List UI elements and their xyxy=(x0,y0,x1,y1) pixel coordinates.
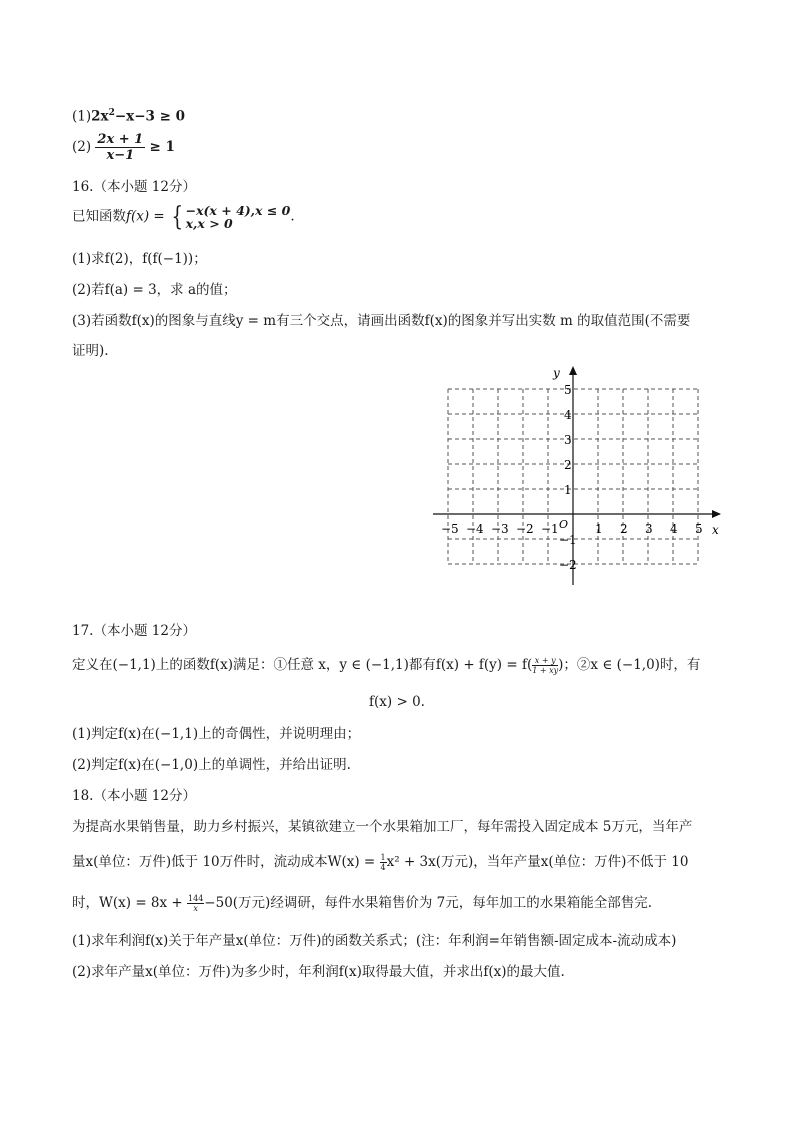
q18-para-2: 量x(单位：万件)低于 10万件时，流动成本W(x) = $\frac{1}{4}$ x² + 3x(万元)，当年产量x(单位：万件)不低于 10 xyxy=(72,853,689,872)
x-tick-label: −4 xyxy=(466,522,484,536)
x-tick-label: 2 xyxy=(620,522,628,536)
q17-header: 17.（本小题 12分） xyxy=(72,623,196,639)
q16-header: 16.（本小题 12分） xyxy=(72,179,196,195)
y-tick-label: 2 xyxy=(564,458,572,472)
piecewise-cases: −x(x + 4),x ≤ 0 x,x > 0 xyxy=(185,203,291,231)
y-tick-label: 3 xyxy=(564,433,572,447)
q18-frac-144: $\frac{144}{x}$ xyxy=(188,894,204,913)
q16-intro: 已知函数f(x) = { −x(x + 4),x ≤ 0 x,x > 0 . xyxy=(72,202,295,232)
x-tick-label: −3 xyxy=(491,522,509,536)
q17-condition: f(x) > 0. xyxy=(369,694,425,710)
q17-fraction: $\frac{x + y}{1 + xy}$ xyxy=(532,656,559,675)
x-axis-label: x xyxy=(712,523,719,537)
y-tick-label: 1 xyxy=(564,483,572,497)
y-tick-label: 4 xyxy=(564,408,572,422)
x-tick-label: 3 xyxy=(645,522,653,536)
x-tick-label: 4 xyxy=(670,522,678,536)
x-tick-label: −1 xyxy=(541,522,559,536)
q16-part3-cont: 证明). xyxy=(72,343,109,359)
piecewise-brace: { xyxy=(171,202,184,232)
q18-para-3: 时，W(x) = 8x + $\frac{144}{x}$ −50(万元)经调研，每件水果箱售价为 7元，每年加工的水果箱能全部售完. xyxy=(72,894,652,913)
ineq-1: $(1)2x^2-x-3 \ge 0$ xyxy=(72,108,186,125)
q17-part1: (1)判定f(x)在(−1,1)上的奇偶性，并说明理由； xyxy=(72,726,361,742)
origin-label: O xyxy=(559,518,569,531)
coordinate-grid xyxy=(425,360,735,590)
x-axis-arrow xyxy=(712,510,721,518)
q17-part2: (2)判定f(x)在(−1,0)上的单调性，并给出证明. xyxy=(72,757,351,773)
q16-part2: (2)若f(a) = 3，求 a的值； xyxy=(72,282,237,298)
x-tick-label: 5 xyxy=(695,522,703,536)
q17-statement: 定义在(−1,1)上的函数f(x)满足：①任意 x，y ∈ (−1,1)都有f(x) + f(y) = f( $\frac{x + y}{1 + xy}$ )；②x ∈ (−1,0)时，有 xyxy=(72,656,701,675)
y-tick-label: 5 xyxy=(564,383,572,397)
q16-part3: (3)若函数f(x)的图象与直线y = m有三个交点，请画出函数f(x)的图象并写出实数 m 的取值范围(不需要 xyxy=(72,313,691,329)
x-tick-label: −5 xyxy=(441,522,459,536)
x-tick-label: −2 xyxy=(516,522,534,536)
q16-part1: (1)求f(2)，f(f(−1))； xyxy=(72,251,207,267)
y-tick-label: −1 xyxy=(559,533,577,547)
q18-part2: (2)求年产量x(单位：万件)为多少时，年利润f(x)取得最大值，并求出f(x)的最大值. xyxy=(72,964,565,980)
y-tick-label: −2 xyxy=(559,558,577,572)
x-tick-label: 1 xyxy=(595,522,603,536)
q18-frac-quarter: $\frac{1}{4}$ xyxy=(380,853,386,872)
y-axis-label: y xyxy=(553,366,560,380)
q18-header: 18.（本小题 12分） xyxy=(72,788,196,804)
q18-para-1: 为提高水果销售量，助力乡村振兴，某镇欲建立一个水果箱加工厂，每年需投入固定成本 5万元，当年产 xyxy=(72,819,693,835)
ineq-2: (2) $\frac{2x + 1}{x-1}$ ≥ 1 xyxy=(72,132,175,163)
ineq-2-fraction: $\frac{2x + 1}{x-1}$ xyxy=(97,132,144,163)
q18-part1: (1)求年利润f(x)关于年产量x(单位：万件)的函数关系式；(注：年利润=年销售额-固定成本-流动成本) xyxy=(72,933,677,949)
y-axis-arrow xyxy=(569,366,577,375)
